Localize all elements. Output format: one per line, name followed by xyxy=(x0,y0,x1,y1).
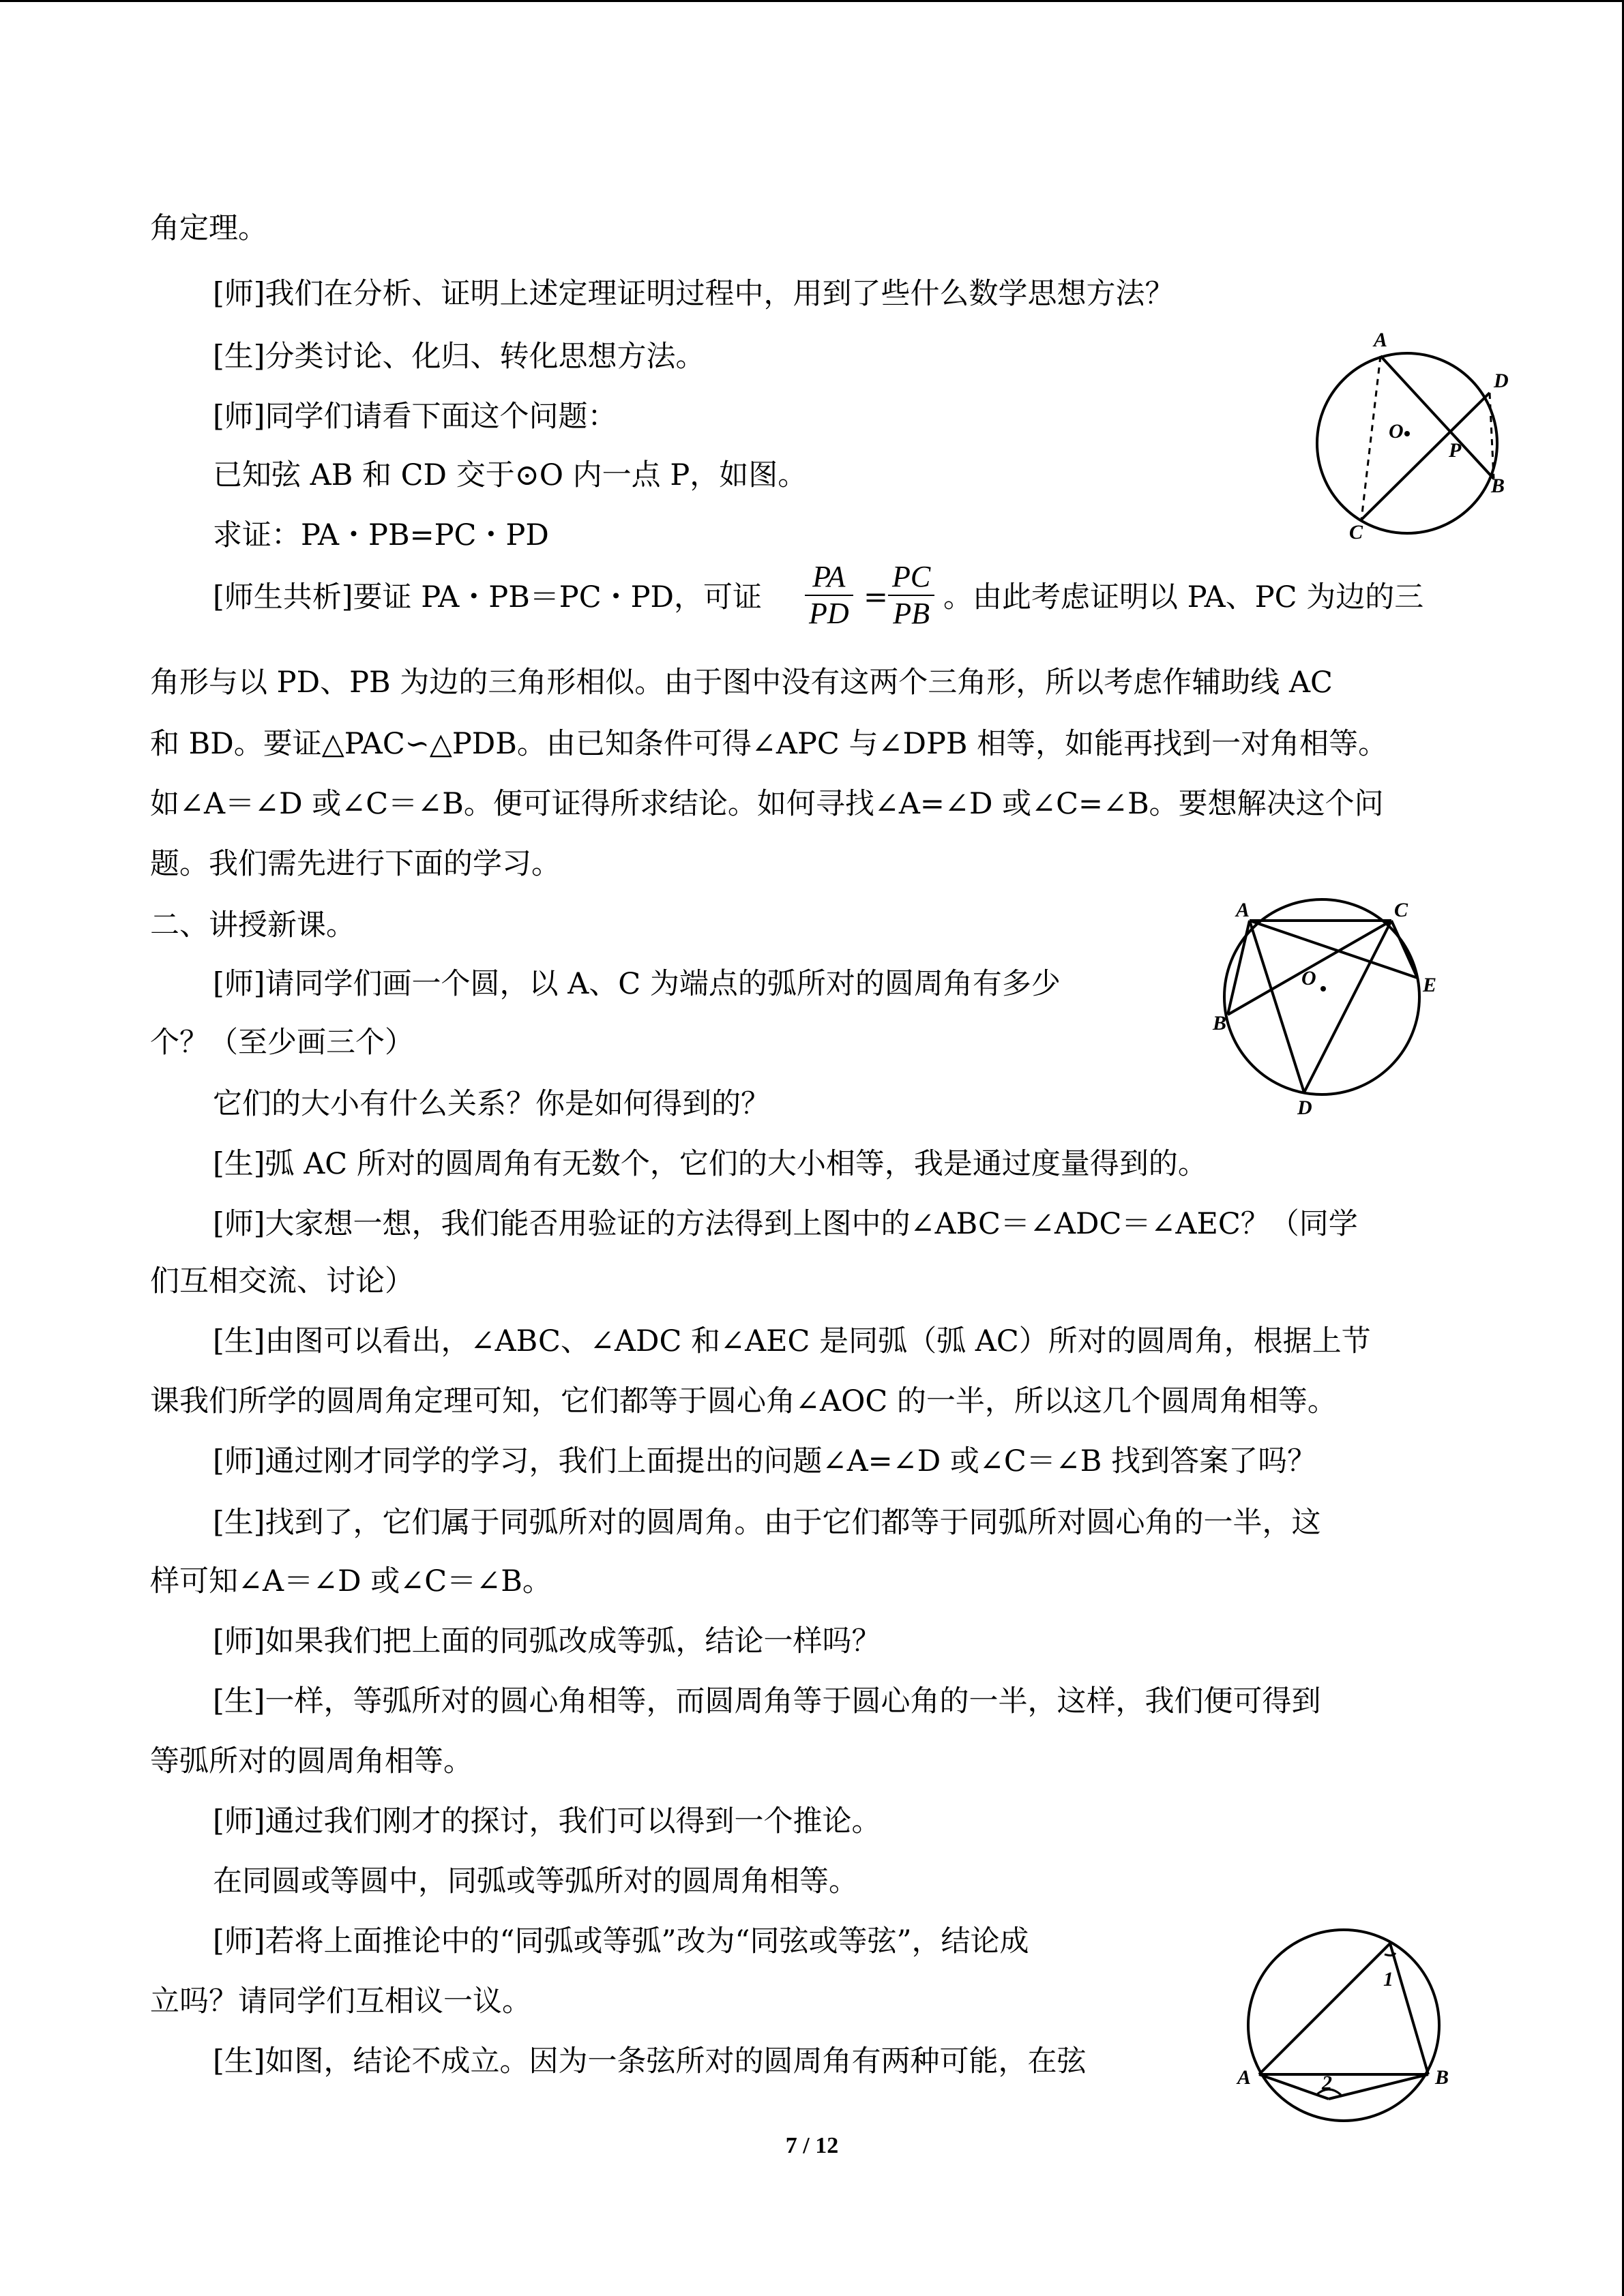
label-b: B xyxy=(1213,1012,1227,1034)
chord-ab xyxy=(1228,921,1250,1015)
text-line: [生]分类讨论、化归、转化思想方法。 xyxy=(213,340,705,374)
label-o: O xyxy=(1389,420,1404,443)
text-line: 求证：PA・PB=PC・PD xyxy=(213,518,549,552)
text-line: [师]通过我们刚才的探讨，我们可以得到一个推论。 xyxy=(213,1804,881,1838)
equals-sign: = xyxy=(863,580,889,614)
center-point xyxy=(1320,986,1326,992)
text-line: [生]如图，结论不成立。因为一条弦所对的圆周角有两种可能，在弦 xyxy=(213,2044,1087,2078)
circle-outline xyxy=(1248,1930,1439,2121)
chord-cd xyxy=(1361,393,1490,520)
text-line: 立吗？请同学们互相议一议。 xyxy=(150,1984,531,2018)
figure-intersecting-chords xyxy=(1296,314,1528,552)
label-b: B xyxy=(1435,2066,1449,2089)
text-line: [师]通过刚才同学的学习，我们上面提出的问题∠A=∠D 或∠C＝∠B 找到答案了吗？ xyxy=(213,1444,1317,1478)
chord-vertex2-b xyxy=(1329,2074,1428,2099)
label-o: O xyxy=(1301,967,1316,989)
center-point xyxy=(1404,431,1410,436)
text-line: [师]请同学们画一个圆，以 A、C 为端点的弧所对的圆周角有多少 xyxy=(213,967,1061,1001)
text-line: [生]找到了，它们属于同弧所对的圆周角。由于它们都等于同弧所对圆心角的一半，这 xyxy=(213,1506,1321,1540)
text-line: 课我们所学的圆周角定理可知，它们都等于圆心角∠AOC 的一半，所以这几个圆周角相等。 xyxy=(150,1384,1337,1418)
figure-inscribed-angles xyxy=(1200,893,1446,1118)
text-line: 和 BD。要证△PAC∽△PDB。由已知条件可得∠APC 与∠DPB 相等，如能再找到一对角相等。 xyxy=(150,727,1388,761)
text-line: [师]如果我们把上面的同弧改成等弧，结论一样吗？ xyxy=(213,1624,881,1658)
chord-vertex1-b xyxy=(1390,1943,1428,2074)
fraction-pa-pd xyxy=(805,559,853,631)
label-a: A xyxy=(1237,2066,1252,2089)
text-line: 角形与以 PD、PB 为边的三角形相似。由于图中没有这两个三角形，所以考虑作辅助线 AC xyxy=(150,666,1333,700)
label-angle-1: 1 xyxy=(1383,1968,1393,1991)
chord-a-vertex1 xyxy=(1259,1943,1390,2074)
label-d: D xyxy=(1297,1097,1312,1118)
label-b: B xyxy=(1491,475,1505,497)
page-number: 7 / 12 xyxy=(785,2133,839,2158)
section-heading: 二、讲授新课。 xyxy=(150,908,355,942)
chord-ad xyxy=(1250,921,1304,1092)
text-line: 。由此考虑证明以 PA、PC 为边的三 xyxy=(943,580,1424,614)
text-line: 们互相交流、讨论） xyxy=(150,1264,414,1298)
label-c: C xyxy=(1349,521,1363,543)
circle-outline xyxy=(1317,353,1497,533)
text-line: 在同圆或等圆中，同弧或等弧所对的圆周角相等。 xyxy=(213,1864,858,1898)
label-angle-2: 2 xyxy=(1322,2072,1332,2094)
fraction-numerator: PC xyxy=(892,560,931,593)
text-line: 样可知∠A＝∠D 或∠C＝∠B。 xyxy=(150,1564,552,1598)
fraction-numerator: PA xyxy=(812,560,846,593)
label-a: A xyxy=(1236,899,1250,921)
text-line: 等弧所对的圆周角相等。 xyxy=(150,1744,473,1778)
label-c: C xyxy=(1394,899,1408,921)
text-line: [师]大家想一想，我们能否用验证的方法得到上图中的∠ABC＝∠ADC＝∠AEC？（同学 xyxy=(213,1207,1358,1241)
text-line: [师生共析]要证 PA・PB＝PC・PD，可证 xyxy=(213,580,763,614)
label-a: A xyxy=(1374,329,1388,351)
text-line: [师]同学们请看下面这个问题： xyxy=(213,400,617,434)
text-line: [师]若将上面推论中的“同弧或等弧”改为“同弦或等弦”，结论成 xyxy=(213,1924,1029,1958)
chord-ab xyxy=(1381,356,1494,479)
fraction-denominator: PD xyxy=(809,597,849,630)
text-line: [生]由图可以看出，∠ABC、∠ADC 和∠AEC 是同弧（弧 AC）所对的圆周角，根据上节 xyxy=(213,1324,1371,1358)
angle-1-arc xyxy=(1385,1953,1396,1956)
text-line: 它们的大小有什么关系？你是如何得到的？ xyxy=(213,1087,770,1121)
fraction-denominator: PB xyxy=(893,597,930,630)
text-line: 角定理。 xyxy=(150,211,267,245)
text-line: 题。我们需先进行下面的学习。 xyxy=(150,847,561,881)
text-line: 个？（至少画三个） xyxy=(150,1026,414,1060)
dashed-chord-ac xyxy=(1361,356,1381,520)
label-p: P xyxy=(1449,439,1462,462)
text-line: [生]一样，等弧所对的圆心角相等，而圆周角等于圆心角的一半，这样，我们便可得到 xyxy=(213,1684,1321,1718)
dashed-chord-bd xyxy=(1490,393,1494,479)
circle-outline xyxy=(1224,899,1419,1094)
text-line: [师]我们在分析、证明上述定理证明过程中，用到了些什么数学思想方法？ xyxy=(213,277,1175,311)
text-line: 已知弦 AB 和 CD 交于⊙O 内一点 P，如图。 xyxy=(213,458,808,492)
label-e: E xyxy=(1423,974,1437,996)
label-d: D xyxy=(1494,370,1509,392)
text-line: [生]弧 AC 所对的圆周角有无数个，它们的大小相等，我是通过度量得到的。 xyxy=(213,1147,1207,1181)
text-line: 如∠A＝∠D 或∠C＝∠B。便可证得所求结论。如何寻找∠A=∠D 或∠C=∠B。要想解决这个问 xyxy=(150,787,1384,821)
figure-chord-two-angles xyxy=(1221,1923,1480,2128)
fraction-pc-pb xyxy=(888,559,934,631)
